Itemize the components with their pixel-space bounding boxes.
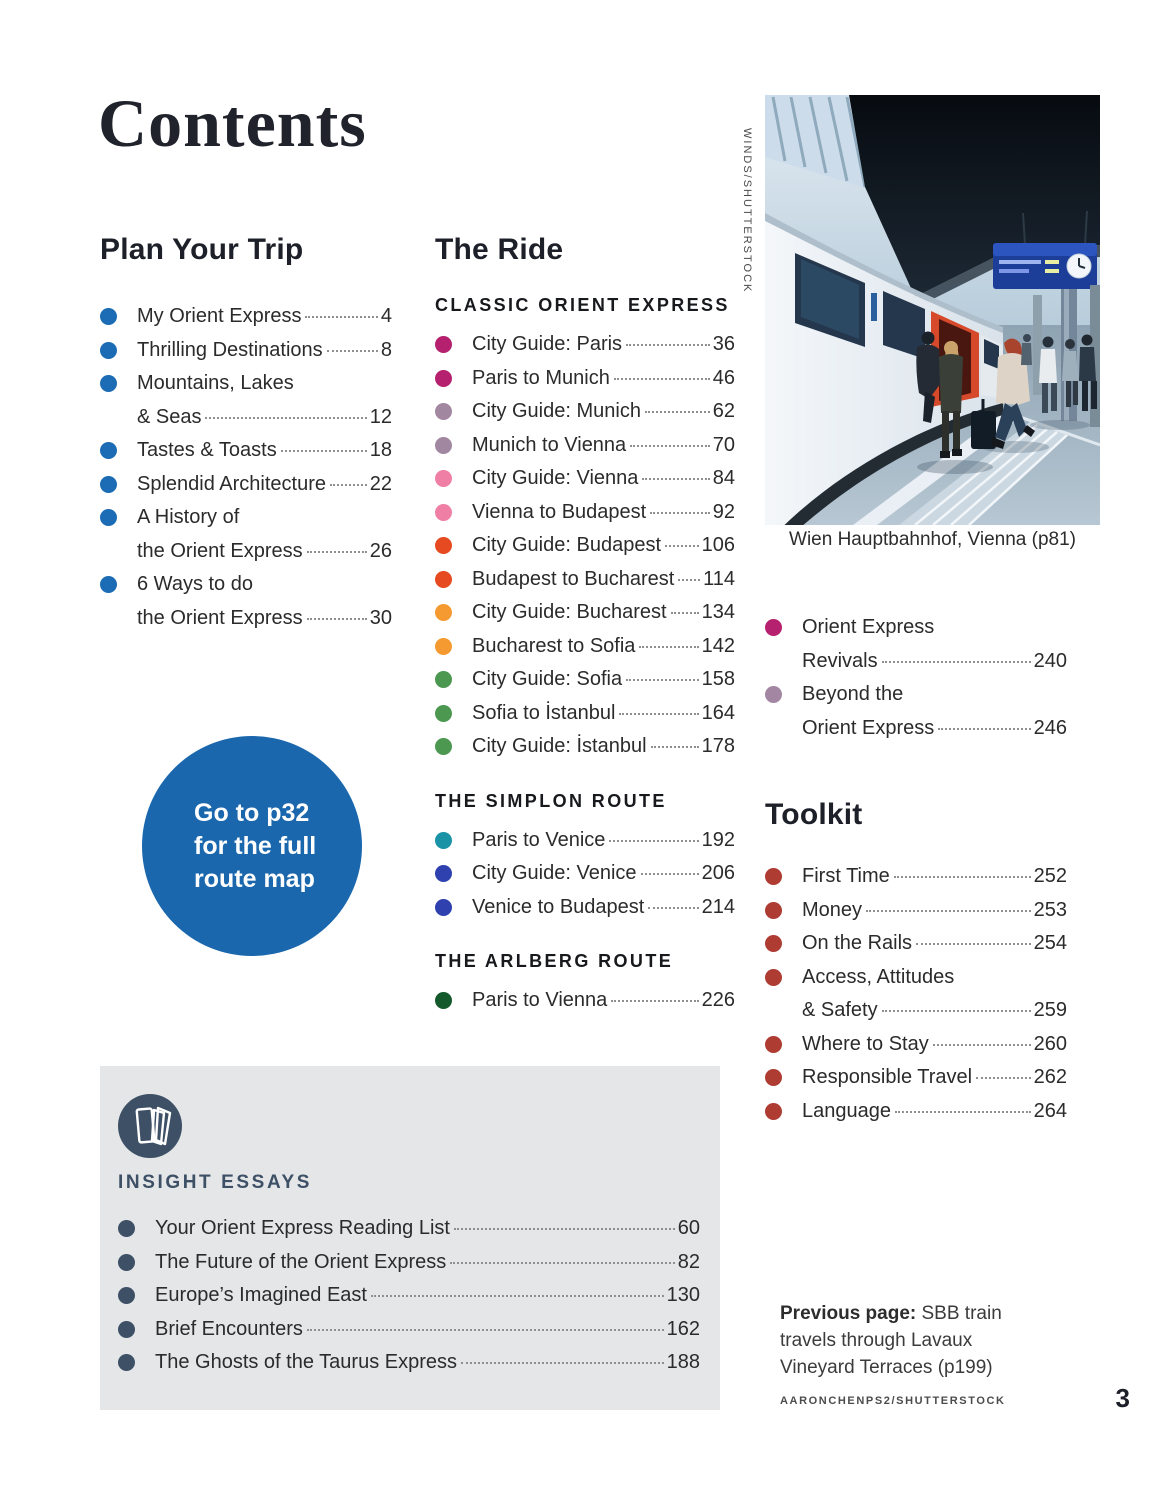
- bullet-dot: [118, 1354, 135, 1371]
- toc-entry-page: 262: [1033, 1066, 1067, 1088]
- toc-entry-label: Brief Encounters: [155, 1317, 303, 1340]
- toc-entry-label: On the Rails: [802, 932, 913, 954]
- previous-page-text: SBB train travels through Lavaux Vineyard Terraces (p199): [780, 1303, 1002, 1378]
- toc-entry-label: Paris to Munich: [472, 366, 610, 389]
- toc-entry-page: 106: [701, 534, 735, 556]
- toc-entry-label: Orient Express: [802, 616, 935, 638]
- toc-item: [435, 697, 735, 731]
- toc-item: [100, 434, 392, 468]
- toc-item: [435, 596, 735, 630]
- bullet-dot: [765, 902, 782, 919]
- bullet-dot: [765, 969, 782, 986]
- toc-entry-label: The Ghosts of the Taurus Express: [155, 1351, 458, 1373]
- photo-caption: Wien Hauptbahnhof, Vienna (p81): [789, 529, 1076, 550]
- toc-entry-label: Tastes & Toasts: [137, 439, 277, 461]
- route-map-badge-line: route map: [194, 864, 315, 893]
- toc-entry-label: Paris to Vienna: [472, 989, 608, 1011]
- route-map-badge-line: Go to p32: [194, 798, 310, 827]
- toc-item: [435, 328, 735, 362]
- toc-item: [765, 678, 1067, 745]
- toc-entry-page: 240: [1033, 649, 1067, 672]
- toc-entry-page: 62: [712, 400, 735, 422]
- bullet-dot: [100, 509, 117, 526]
- toc-entry-page: 70: [712, 433, 735, 456]
- route-map-badge: [142, 736, 362, 956]
- insight-essays-heading: INSIGHT ESSAYS: [118, 1172, 313, 1193]
- bullet-dot: [100, 342, 117, 359]
- toc-entry-label: & Safety: [802, 999, 878, 1021]
- toc-entry-page: 252: [1033, 865, 1067, 887]
- toc-item: [435, 563, 735, 597]
- bullet-dot: [435, 336, 452, 353]
- bullet-dot: [118, 1321, 135, 1338]
- toc-entry-page: 253: [1033, 898, 1067, 921]
- bullet-dot: [435, 638, 452, 655]
- bullet-dot: [435, 537, 452, 554]
- toc-entry-label: My Orient Express: [137, 305, 302, 327]
- plan-your-trip-heading: Plan Your Trip: [100, 233, 304, 266]
- toc-entry-label: Money: [802, 898, 863, 921]
- toc-entry-page: 158: [701, 668, 735, 690]
- toc-entry-page: 130: [666, 1284, 700, 1306]
- bullet-dot: [435, 992, 452, 1009]
- toc-entry-page: 226: [701, 989, 735, 1011]
- toc-entry-page: 164: [701, 701, 735, 724]
- bullet-dot: [100, 476, 117, 493]
- bullet-dot: [765, 1103, 782, 1120]
- toc-entry-label: Responsible Travel: [802, 1066, 973, 1088]
- toc-item: [100, 468, 392, 502]
- toc-entry-label: Paris to Venice: [472, 828, 606, 851]
- simplon-route-heading: THE SIMPLON ROUTE: [435, 790, 667, 811]
- station-photo-illustration: [765, 95, 1100, 525]
- toc-item: [435, 630, 735, 664]
- toc-item: [765, 611, 1067, 678]
- bullet-dot: [118, 1220, 135, 1237]
- toc-item: [435, 730, 735, 764]
- toolkit-list: [765, 860, 1067, 1128]
- toc-entry-page: 142: [701, 634, 735, 657]
- toc-entry-page: 259: [1033, 999, 1067, 1021]
- toc-entry-label: Language: [802, 1099, 891, 1122]
- toc-entry-page: 178: [701, 735, 735, 757]
- the-ride-section: [435, 232, 735, 1018]
- bullet-dot: [118, 1254, 135, 1271]
- toc-item: [100, 568, 392, 635]
- toc-entry-page: 162: [666, 1317, 700, 1340]
- toc-item: [118, 1346, 700, 1380]
- toc-item: [765, 1061, 1067, 1095]
- toc-entry-label: City Guide: Sofia: [472, 668, 623, 690]
- toc-entry-label: the Orient Express: [137, 539, 303, 562]
- toc-item: [118, 1279, 700, 1313]
- toc-entry-page: 84: [712, 467, 735, 489]
- toc-entry-label: City Guide: Budapest: [472, 534, 661, 556]
- toc-entry-label: A History of: [137, 506, 240, 528]
- arlberg-route-list: [435, 984, 735, 1018]
- revivals-list: [765, 611, 1067, 745]
- bullet-dot: [435, 604, 452, 621]
- classic-orient-express-list: [435, 328, 735, 764]
- toc-entry-label: Sofia to İstanbul: [472, 701, 616, 724]
- toc-entry-page: 82: [677, 1250, 700, 1273]
- toc-entry-page: 92: [712, 500, 735, 523]
- previous-page-credit: AARONCHENPS2/SHUTTERSTOCK: [780, 1395, 1006, 1407]
- toc-item: [765, 860, 1067, 894]
- toc-item: [765, 1028, 1067, 1062]
- toc-entry-label: City Guide: Bucharest: [472, 601, 667, 623]
- toc-entry-label: City Guide: Paris: [472, 333, 623, 355]
- toc-entry-label: Munich to Vienna: [472, 433, 627, 456]
- toc-item: [765, 894, 1067, 928]
- toc-entry-page: 134: [701, 601, 735, 623]
- toc-entry-page: 8: [380, 338, 392, 361]
- book-icon: [118, 1094, 182, 1158]
- toc-entry-label: & Seas: [137, 405, 202, 428]
- toc-entry-label: Beyond the: [802, 683, 904, 705]
- toc-item: [100, 501, 392, 568]
- bullet-dot: [100, 576, 117, 593]
- toc-item: [435, 462, 735, 496]
- toc-entry-label: The Future of the Orient Express: [155, 1250, 447, 1273]
- bullet-dot: [435, 370, 452, 387]
- toolkit-heading: Toolkit: [765, 798, 863, 831]
- bullet-dot: [435, 470, 452, 487]
- bullet-dot: [765, 619, 782, 636]
- bullet-dot: [435, 865, 452, 882]
- bullet-dot: [765, 686, 782, 703]
- toc-entry-label: Splendid Architecture: [137, 472, 327, 495]
- toc-item: [118, 1246, 700, 1280]
- bullet-dot: [765, 1069, 782, 1086]
- bullet-dot: [118, 1287, 135, 1304]
- bullet-dot: [435, 671, 452, 688]
- toc-entry-page: 214: [701, 895, 735, 918]
- previous-page-label: Previous page:: [780, 1303, 917, 1324]
- toc-entry-page: 60: [677, 1217, 700, 1239]
- toc-entry-page: 18: [369, 439, 392, 461]
- toc-entry-page: 254: [1033, 932, 1067, 954]
- toc-item: [435, 362, 735, 396]
- toc-entry-page: 246: [1033, 716, 1067, 739]
- toc-item: [435, 395, 735, 429]
- toc-entry-label: Thrilling Destinations: [137, 338, 323, 361]
- toc-entry-label: Venice to Budapest: [472, 895, 645, 918]
- bullet-dot: [100, 375, 117, 392]
- toc-entry-page: 46: [712, 366, 735, 389]
- bullet-dot: [435, 832, 452, 849]
- previous-page-note: [780, 1300, 1012, 1415]
- insight-essays-box: [100, 1066, 720, 1410]
- plan-your-trip-section: [100, 232, 392, 635]
- bullet-dot: [435, 738, 452, 755]
- bullet-dot: [435, 437, 452, 454]
- bullet-dot: [435, 899, 452, 916]
- toc-entry-page: 4: [380, 305, 392, 327]
- bullet-dot: [435, 705, 452, 722]
- toc-item: [118, 1212, 700, 1246]
- page-number: 3: [1115, 1383, 1130, 1413]
- station-photo: [765, 95, 1100, 525]
- toc-entry-label: Revivals: [802, 649, 878, 672]
- bullet-dot: [100, 442, 117, 459]
- toc-entry-label: First Time: [802, 865, 890, 887]
- bullet-dot: [765, 935, 782, 952]
- toc-item: [435, 891, 735, 925]
- toc-item: [118, 1313, 700, 1347]
- the-ride-heading: The Ride: [435, 233, 564, 266]
- toc-entry-page: 26: [369, 539, 392, 562]
- simplon-route-list: [435, 824, 735, 925]
- toc-entry-label: Vienna to Budapest: [472, 500, 647, 523]
- toc-item: [100, 367, 392, 434]
- toc-entry-page: 192: [701, 828, 735, 851]
- bullet-dot: [435, 571, 452, 588]
- toc-item: [100, 300, 392, 334]
- photo-credit-vertical: WINDS/SHUTTERSTOCK: [741, 128, 753, 294]
- page-title: Contents: [98, 85, 367, 161]
- toc-item: [435, 529, 735, 563]
- insight-essays-list: [118, 1212, 700, 1380]
- toc-entry-page: 30: [369, 606, 392, 629]
- toc-item: [435, 984, 735, 1018]
- toc-entry-label: Bucharest to Sofia: [472, 634, 636, 657]
- toc-item: [435, 857, 735, 891]
- toc-entry-label: Access, Attitudes: [802, 965, 955, 988]
- toc-entry-label: Mountains, Lakes: [137, 372, 294, 394]
- route-map-badge-line: for the full: [194, 831, 317, 860]
- toc-entry-label: City Guide: Munich: [472, 400, 641, 422]
- toc-entry-page: 22: [369, 472, 392, 495]
- bullet-dot: [435, 504, 452, 521]
- toc-item: [435, 824, 735, 858]
- toc-entry-page: 114: [703, 567, 735, 590]
- toc-entry-label: City Guide: Vienna: [472, 467, 639, 489]
- toc-entry-label: Your Orient Express Reading List: [155, 1217, 450, 1239]
- toc-entry-label: the Orient Express: [137, 606, 303, 629]
- bullet-dot: [435, 403, 452, 420]
- toc-entry-page: 206: [701, 862, 735, 884]
- toc-item: [435, 429, 735, 463]
- toc-entry-label: Budapest to Bucharest: [472, 567, 675, 590]
- toc-entry-label: Where to Stay: [802, 1032, 929, 1055]
- toc-item: [100, 334, 392, 368]
- toc-entry-page: 260: [1033, 1032, 1067, 1055]
- arlberg-route-heading: THE ARLBERG ROUTE: [435, 951, 674, 971]
- toc-item: [765, 927, 1067, 961]
- toc-entry-page: 36: [712, 333, 735, 355]
- toc-entry-label: City Guide: İstanbul: [472, 735, 647, 757]
- toc-entry-page: 12: [369, 405, 392, 428]
- toc-entry-label: 6 Ways to do: [137, 573, 253, 595]
- classic-orient-express-heading: CLASSIC ORIENT EXPRESS: [435, 295, 730, 315]
- toc-item: [765, 961, 1067, 1028]
- plan-your-trip-list: [100, 300, 392, 635]
- toc-entry-label: Orient Express: [802, 716, 935, 739]
- bullet-dot: [765, 868, 782, 885]
- toc-item: [765, 1095, 1067, 1129]
- bullet-dot: [765, 1036, 782, 1053]
- toc-entry-label: City Guide: Venice: [472, 862, 637, 884]
- toc-entry-label: Europe’s Imagined East: [155, 1284, 367, 1306]
- toc-item: [435, 663, 735, 697]
- toc-entry-page: 188: [666, 1351, 700, 1373]
- toc-item: [435, 496, 735, 530]
- bullet-dot: [100, 308, 117, 325]
- toc-entry-page: 264: [1033, 1099, 1067, 1122]
